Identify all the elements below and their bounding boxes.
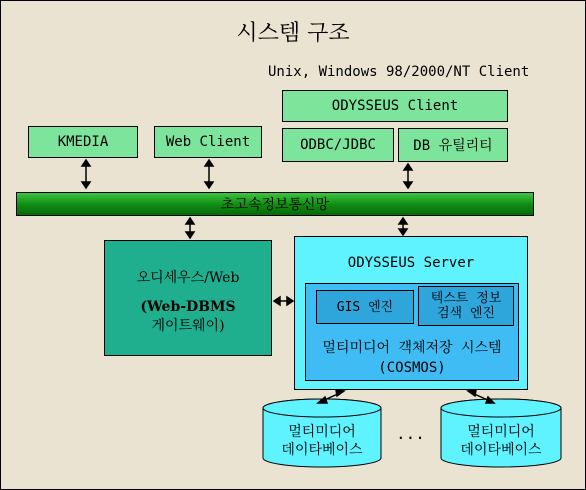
gateway-subtitle: (Web-DBMS [140,299,236,315]
odysseus-client-box: ODYSSEUS Client [282,90,508,122]
double-arrow-icon [205,160,213,188]
database-line2: 데이타베이스 [460,442,542,458]
kmedia-box: KMEDIA [28,126,138,158]
double-arrow-icon [318,390,344,403]
double-arrow-icon [274,297,293,305]
platform-label: Unix, Windows 98/2000/NT Client [268,64,530,80]
db-utility-box: DB 유틸리티 [398,128,508,162]
double-arrow-icon [82,160,90,188]
database-line1: 멀티미디어 [467,424,535,440]
web-client-box: Web Client [154,126,262,158]
double-arrow-icon [399,218,407,235]
database-line2: 데이타베이스 [281,442,363,458]
gateway-name: 오디세우스/Web [136,270,240,286]
gis-engine-box: GIS 엔진 [316,290,414,324]
gateway-subtitle-cont: 게이트웨이) [151,318,225,334]
text-engine-line1: 텍스트 정보 [430,291,502,306]
text-engine-line2: 검색 엔진 [436,306,496,321]
storage-line2: (COSMOS) [378,360,446,376]
odbc-jdbc-box: ODBC/JDBC [282,128,394,162]
server-title: ODYSSEUS Server [347,255,475,271]
diagram-title: 시스템 구조 [236,21,350,46]
double-arrow-icon [186,218,194,238]
ellipsis-text: ... [396,424,425,443]
double-arrow-icon [404,164,412,188]
double-arrow-icon [468,390,494,403]
storage-line1: 멀티미디어 객체저장 시스템 [322,340,502,356]
network-label: 초고속정보통신망 [220,197,330,213]
database-line1: 멀티미디어 [288,424,356,440]
